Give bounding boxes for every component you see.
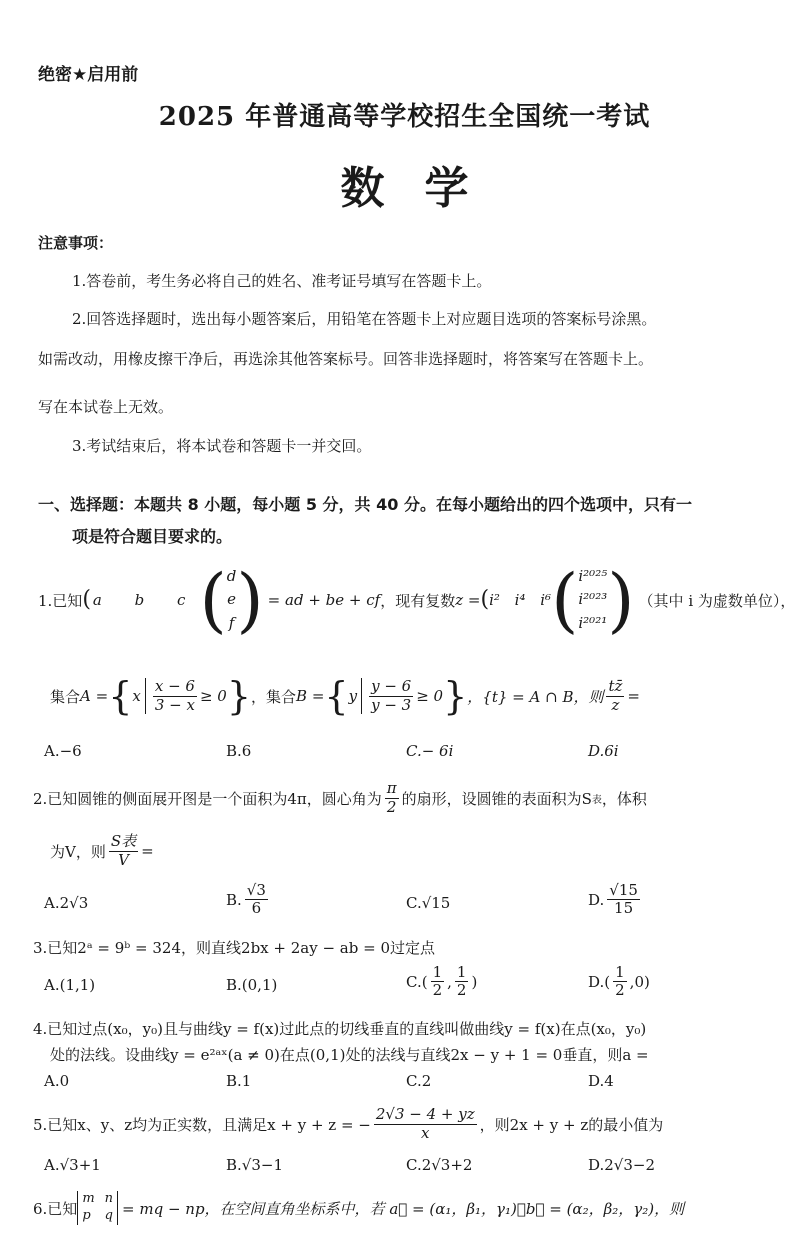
notice-item-2-cont: 如需改动，用橡皮擦干净后，再选涂其他答案标号。回答非选择题时，将答案写在答题卡上。 bbox=[38, 350, 654, 368]
z-row-vector: ( i² i⁴ i⁶ bbox=[480, 587, 552, 612]
col-var: d bbox=[226, 567, 237, 586]
z-row-item: i⁶ bbox=[540, 591, 552, 609]
setB-name: B = bbox=[296, 687, 325, 705]
q3-option-a: A.(1,1) bbox=[44, 976, 96, 994]
z-column-vector: ( i²⁰²⁵ i²⁰²³ i²⁰²¹ ) bbox=[551, 559, 635, 641]
q2-option-a: A.2√3 bbox=[44, 894, 89, 912]
q5-option-a: A.√3+1 bbox=[44, 1156, 101, 1174]
setB-rel: ≥ 0 bbox=[416, 687, 444, 705]
z-col-item: i²⁰²³ bbox=[578, 590, 608, 609]
notice-item-1: 1.答卷前，考生务必将自己的姓名、准考证号填写在答题卡上。 bbox=[72, 272, 492, 290]
q5-option-c: C.2√3+2 bbox=[406, 1156, 473, 1174]
row-var: a bbox=[92, 591, 116, 609]
z-row-item: i⁴ bbox=[514, 591, 526, 609]
column-vector: ( d e f ) bbox=[199, 559, 264, 641]
q2-line2: 为V，则 $\frac{\text{S表}}{V}$ = bbox=[50, 832, 154, 869]
t-set: ，{t} = A ∩ B，则 bbox=[467, 687, 604, 706]
answer-fraction: $\frac{tz̄}{z}$ bbox=[608, 677, 623, 714]
confidential-label: 绝密★启用前 bbox=[38, 65, 139, 85]
notice-item-3: 3.考试结束后，将本试卷和答题卡一并交回。 bbox=[72, 437, 372, 455]
q2-ratio-fraction: $\frac{\text{S表}}{V}$ bbox=[110, 832, 137, 869]
subject-title: 数学 bbox=[340, 163, 509, 214]
setA-rel: ≥ 0 bbox=[199, 687, 227, 705]
q2-option-b: B. $\frac{√3}{6}$ bbox=[226, 881, 266, 918]
q1-option-a: A.−6 bbox=[44, 742, 82, 760]
q4-option-b: B.1 bbox=[226, 1072, 252, 1090]
answer-eq: = bbox=[627, 687, 640, 705]
section-heading: 一、选择题：本题共 8 小题，每小题 5 分，共 40 分。在每小题给出的四个选项中，只有一 bbox=[38, 495, 692, 514]
q5-option-b: B.√3−1 bbox=[226, 1156, 284, 1174]
q1-line2: 集合 A = { x $\frac{x - 6}{3 - x}$ ≥ 0 } ，集合 B = { y $\frac{y - 6}{y - 3}$ ≥ 0 } ，{t} = A ∩ B，则 $\frac{tz̄}{z}$ = bbox=[50, 674, 640, 718]
exam-title: 2025 年普通高等学校招生全国统一考试 bbox=[158, 102, 651, 132]
q4-line1: 4.已知过点(x₀，y₀)且与曲线y = f(x)过此点的切线垂直的直线叫做曲线y = f(x)在点(x₀，y₀) bbox=[33, 1020, 647, 1038]
q3-option-b: B.(0,1) bbox=[226, 976, 278, 994]
q1-lead: 1.已知 bbox=[38, 591, 83, 610]
q1-option-d: D.6i bbox=[588, 742, 619, 760]
determinant: m n p q bbox=[77, 1191, 118, 1225]
q3-option-d: D.( $\frac{1}{2}$ ,0) bbox=[588, 963, 650, 1000]
q1-z-lhs: z = bbox=[455, 591, 481, 609]
q1-note: （其中 i 为虚数单位）， bbox=[638, 591, 796, 610]
section-heading-cont: 项是符合题目要求的。 bbox=[72, 527, 233, 546]
q5-line: 5.已知x、y、z均为正实数，且满足x + y + z = − $\frac{2√3 - 4 + yz}{x}$ ，则2x + y + z的最小值为 bbox=[33, 1105, 664, 1142]
notice-item-2: 2.回答选择题时，选出每小题答案后，用铅笔在答题卡上对应题目选项的答案标号涂黑。 bbox=[72, 310, 657, 328]
col-var: f bbox=[228, 613, 235, 632]
q1-option-b: B.6 bbox=[226, 742, 252, 760]
q4-line2: 处的法线。设曲线y = e²ᵃˣ(a ≠ 0)在点(0,1)处的法线与直线2x − y + 1 = 0垂直，则a = bbox=[50, 1046, 649, 1064]
q1-option-c: C.− 6i bbox=[406, 742, 454, 760]
setA-name: A = bbox=[80, 687, 109, 705]
q2-angle-fraction: $\frac{\pi}{2}$ bbox=[386, 779, 397, 816]
q1-formula: = ad + be + cf bbox=[267, 591, 381, 609]
q4-option-d: D.4 bbox=[588, 1072, 614, 1090]
q5-option-d: D.2√3−2 bbox=[588, 1156, 656, 1174]
notice-heading: 注意事项： bbox=[38, 234, 114, 252]
z-row-item: i² bbox=[489, 591, 500, 609]
setB-var: y bbox=[348, 687, 358, 705]
row-var: c bbox=[177, 591, 200, 609]
q4-option-c: C.2 bbox=[406, 1072, 432, 1090]
q2-s-subscript: 表 bbox=[591, 794, 602, 806]
setA-fraction: $\frac{x - 6}{3 - x}$ bbox=[154, 677, 195, 714]
setB-fraction: $\frac{y - 6}{y - 3}$ bbox=[371, 677, 412, 714]
row-var: b bbox=[134, 591, 159, 609]
z-col-item: i²⁰²⁵ bbox=[578, 567, 608, 586]
q2-line1: 2.已知圆锥的侧面展开图是一个面积为4π，圆心角为 $\frac{\pi}{2}$ 的扇形，设圆锥的表面积为S 表 ，体积 bbox=[33, 779, 647, 816]
q5-fraction: $\frac{2√3 - 4 + yz}{x}$ bbox=[375, 1105, 475, 1142]
q2-option-d: D. $\frac{√15}{15}$ bbox=[588, 881, 638, 918]
z-col-item: i²⁰²¹ bbox=[578, 613, 608, 632]
q1-mid: ，现有复数 bbox=[380, 591, 456, 610]
q3-option-c: C.( $\frac{1}{2}$ , $\frac{1}{2}$ ) bbox=[406, 963, 478, 1000]
q6-line: 6.已知 m n p q = mq − np，在空间直角坐标系中，若 a⃗ = (α₁，β₁，γ₁)，b⃗ = (α₂，β₂，γ₂)，则 bbox=[33, 1191, 685, 1223]
q3-text: 3.已知2ᵃ = 9ᵇ = 324，则直线2bx + 2ay − ab = 0过定点 bbox=[33, 939, 435, 957]
q2-option-c: C.√15 bbox=[406, 894, 451, 912]
setA-label: 集合 bbox=[50, 687, 81, 706]
row-vector: ( a b c bbox=[82, 587, 200, 612]
notice-item-2-end: 写在本试卷上无效。 bbox=[38, 398, 174, 416]
q4-option-a: A.0 bbox=[44, 1072, 70, 1090]
setB-label: ，集合 bbox=[251, 687, 297, 706]
col-var: e bbox=[227, 590, 236, 609]
q1-line1 bbox=[38, 552, 795, 648]
setA-var: x bbox=[132, 687, 141, 705]
